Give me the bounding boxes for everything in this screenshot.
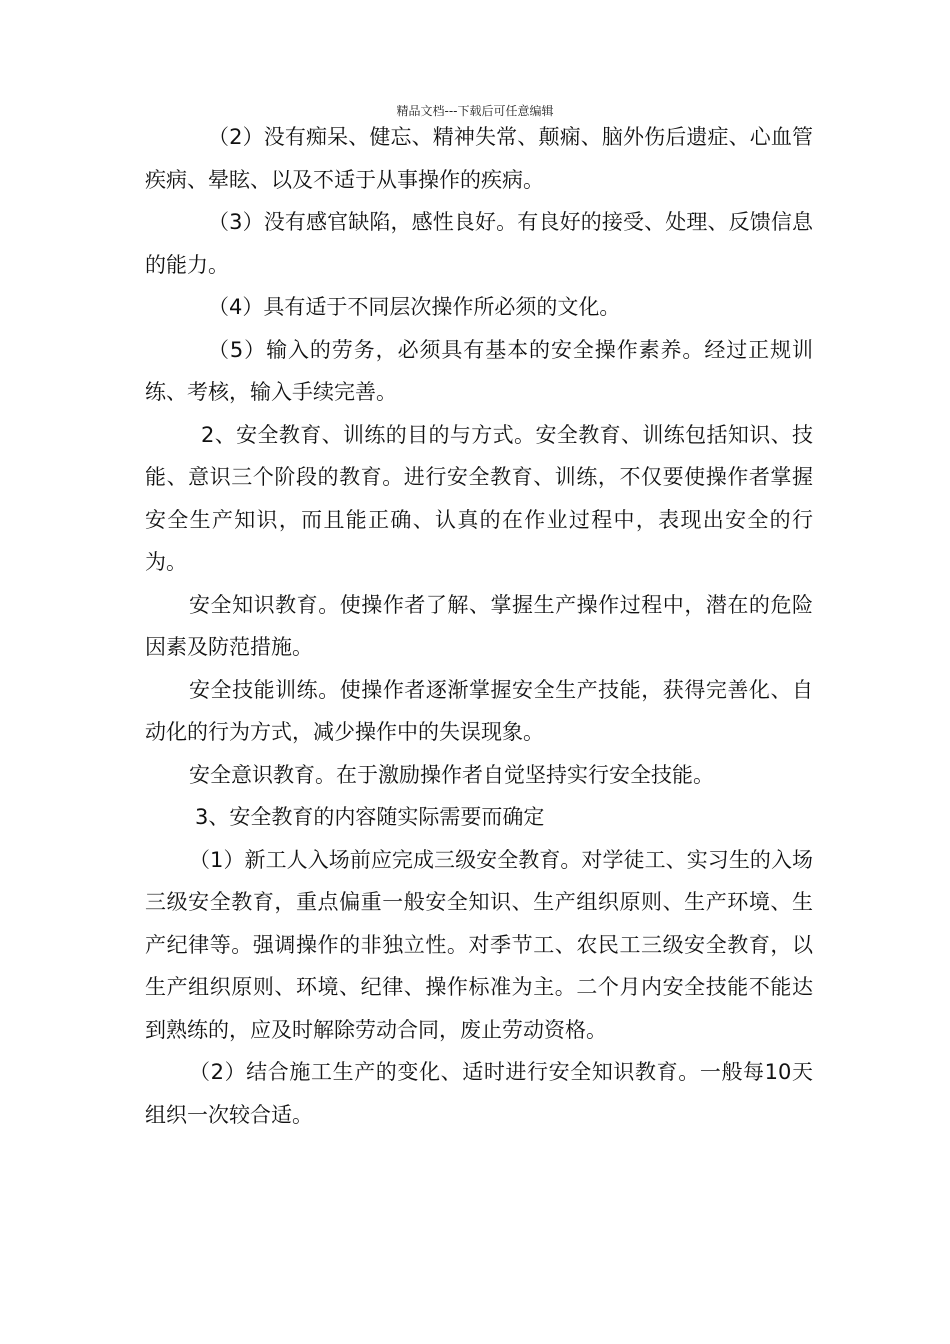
section-2-purpose: 2、安全教育、训练的目的与方式。安全教育、训练包括知识、技能、意识三个阶段的教育。进行安全教育、训练，不仅要使操作者掌握安全生产知识，而且能正确、认真的在作业过程中，表现出安全的行为。: [145, 422, 813, 574]
skill-training: 安全技能训练。使操作者逐渐掌握安全生产技能，获得完善化、自动化的行为方式，减少操作中的失误现象。: [145, 677, 813, 744]
section-3-heading: 3、安全教育的内容随实际需要而确定: [195, 805, 545, 829]
requirement-2: （2）没有痴呆、健忘、精神失常、颠痫、脑外伤后遗症、心血管疾病、晕眩、以及不适于从事操作的疾病。: [145, 125, 813, 192]
header-note: 精品文档---下载后可任意编辑: [396, 104, 554, 118]
document-body: [145, 116, 813, 1136]
requirement-5: （5）输入的劳务，必须具有基本的安全操作素养。经过正规训练、考核，输入手续完善。: [145, 337, 813, 404]
requirement-4: （4）具有适于不同层次操作所必须的文化。: [208, 295, 621, 319]
requirement-3: （3）没有感官缺陷，感性良好。有良好的接受、处理、反馈信息的能力。: [145, 210, 813, 277]
knowledge-education: 安全知识教育。使操作者了解、掌握生产操作过程中，潜在的危险因素及防范措施。: [145, 592, 813, 659]
content-item-1: （1）新工人入场前应完成三级安全教育。对学徒工、实习生的入场三级安全教育，重点偏重一般安全知识、生产组织原则、生产环境、生产纪律等。强调操作的非独立性。对季节工、农民工三级安全教育，以生产组织原则、环境、纪律、操作标准为主。二个月内安全技能不能达到熟练的，应及时解除劳动合同，废止劳动资格。: [145, 847, 813, 1042]
awareness-education: 安全意识教育。在于激励操作者自觉坚持实行安全技能。: [189, 762, 714, 787]
content-item-2: （2）结合施工生产的变化、适时进行安全知识教育。一般每10天组织一次较合适。: [145, 1060, 813, 1127]
